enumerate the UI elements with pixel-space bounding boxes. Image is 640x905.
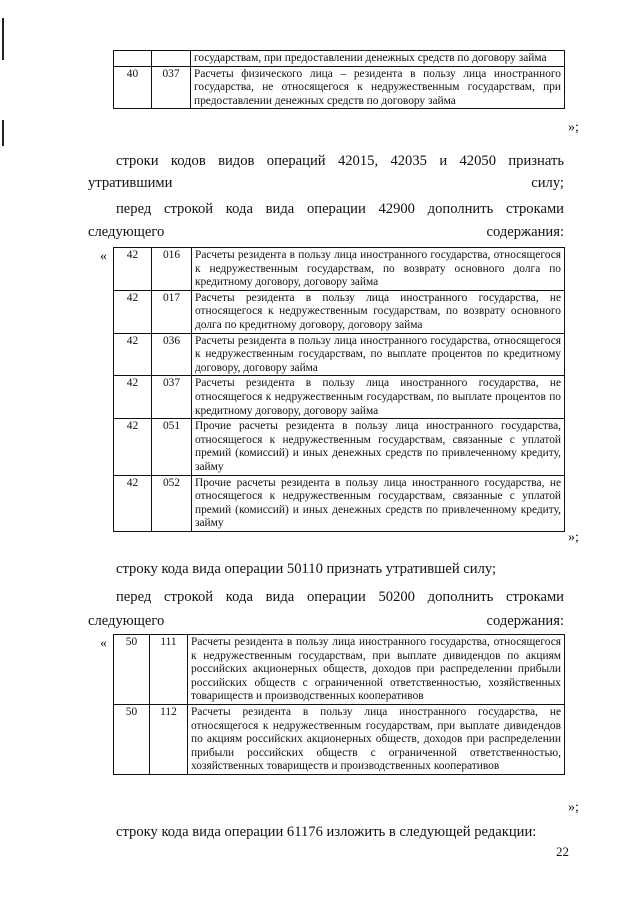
paragraph-add-before-42900: перед строкой кода вида операции 42900 дополнить строками следующего содержания: — [88, 201, 564, 240]
table-row — [114, 635, 565, 705]
table-row — [114, 290, 565, 333]
table-row — [114, 419, 565, 475]
row-description: Расчеты резидента в пользу лица иностранного государства, не относящегося к недружественным государствам, по возврату основного долга по кредитному договору, договору займа — [192, 290, 565, 333]
page-number: 22 — [556, 844, 569, 859]
margin-mark-top — [2, 18, 4, 60]
table-row — [114, 248, 565, 291]
row-group-code: 42 — [114, 419, 152, 475]
row-operation-code: 017 — [152, 290, 192, 333]
row-group-code: 50 — [114, 704, 150, 774]
table-row — [114, 333, 565, 376]
row-group-code: 42 — [114, 248, 152, 291]
table-1-closing-quote: »; — [568, 120, 579, 135]
table-row — [114, 475, 565, 531]
table-row — [114, 66, 565, 109]
row-group-code: 42 — [114, 333, 152, 376]
row-operation-code: 016 — [152, 248, 192, 291]
row-description: Расчеты физического лица – резидента в пользу лица иностранного государства, не относящегося к недружественным государствам, при предоставлении денежных средств по договору займа — [191, 66, 565, 109]
row-operation-code: 052 — [152, 475, 192, 531]
row-group-code: 40 — [114, 66, 152, 109]
table-row — [114, 376, 565, 419]
row-description: Прочие расчеты резидента в пользу лица иностранного государства, относящегося к недружественным государствам, связанные с уплатой премий (комиссий) и иных денежных средств по привлеченному кредиту, займу — [192, 419, 565, 475]
row-description: Расчеты резидента в пользу лица иностранного государства, относящегося к недружественным государствам, при выплате дивидендов по акциям российских акционерных обществ, доходов при распределении прибыли российских обществ с ограниченной ответственностью, хозяйственных товариществ и производственных кооперативов — [188, 635, 565, 705]
table-3-closing-quote: »; — [568, 800, 579, 815]
row-description: Расчеты резидента в пользу лица иностранного государства, не относящегося к недружественным государствам, по выплате процентов по кредитному договору, договору займа — [192, 376, 565, 419]
paragraph-add-before-50200: перед строкой кода вида операции 50200 дополнить строками следующего содержания: — [88, 589, 564, 629]
row-description: Расчеты резидента в пользу лица иностранного государства, относящегося к недружественным государствам, по возврату основного долга по кредитному договору, договору займа — [192, 248, 565, 291]
row-group-code: 42 — [114, 290, 152, 333]
paragraph-strike-50110: строку кода вида операции 50110 признать утратившей силу; — [116, 561, 497, 577]
table-3-opening-quote: « — [100, 636, 107, 651]
row-description: государствам, при предоставлении денежных средств по договору займа — [191, 51, 565, 67]
table-2-closing-quote: »; — [568, 530, 579, 545]
row-operation-code: 037 — [152, 66, 191, 109]
row-description: Прочие расчеты резидента в пользу лица иностранного государства, не относящегося к недружественным государствам, связанные с уплатой премий (комиссий) и иных денежных средств по привлеченному кредиту, займу — [192, 475, 565, 531]
row-description: Расчеты резидента в пользу лица иностранного государства, относящегося к недружественным государствам, по выплате процентов по кредитному договору, договору займа — [192, 333, 565, 376]
paragraph-61176: строку кода вида операции 61176 изложить в следующей редакции: — [116, 824, 537, 840]
row-operation-code: 037 — [152, 376, 192, 419]
row-operation-code — [152, 51, 191, 67]
row-operation-code: 051 — [152, 419, 192, 475]
row-operation-code: 111 — [150, 635, 188, 705]
row-group-code: 42 — [114, 376, 152, 419]
table-2-opening-quote: « — [100, 249, 107, 264]
row-operation-code: 036 — [152, 333, 192, 376]
table-row — [114, 704, 565, 774]
row-group-code: 42 — [114, 475, 152, 531]
paragraph-strike-codes: строки кодов видов операций 42015, 42035 и 42050 признать утратившими силу; — [88, 153, 564, 191]
codes-table-2 — [113, 247, 565, 532]
table-row — [114, 51, 565, 67]
codes-table-1 — [113, 50, 565, 109]
row-operation-code: 112 — [150, 704, 188, 774]
row-description: Расчеты резидента в пользу лица иностранного государства, не относящегося к недружественным государствам, при выплате дивидендов по акциям российских акционерных обществ, доходов при распределении прибыли российских обществ с ограниченной ответственностью, хозяйственных товариществ и производственных кооперативов — [188, 704, 565, 774]
row-group-code — [114, 51, 152, 67]
margin-mark-bottom — [2, 120, 4, 146]
row-group-code: 50 — [114, 635, 150, 705]
codes-table-3 — [113, 634, 565, 775]
